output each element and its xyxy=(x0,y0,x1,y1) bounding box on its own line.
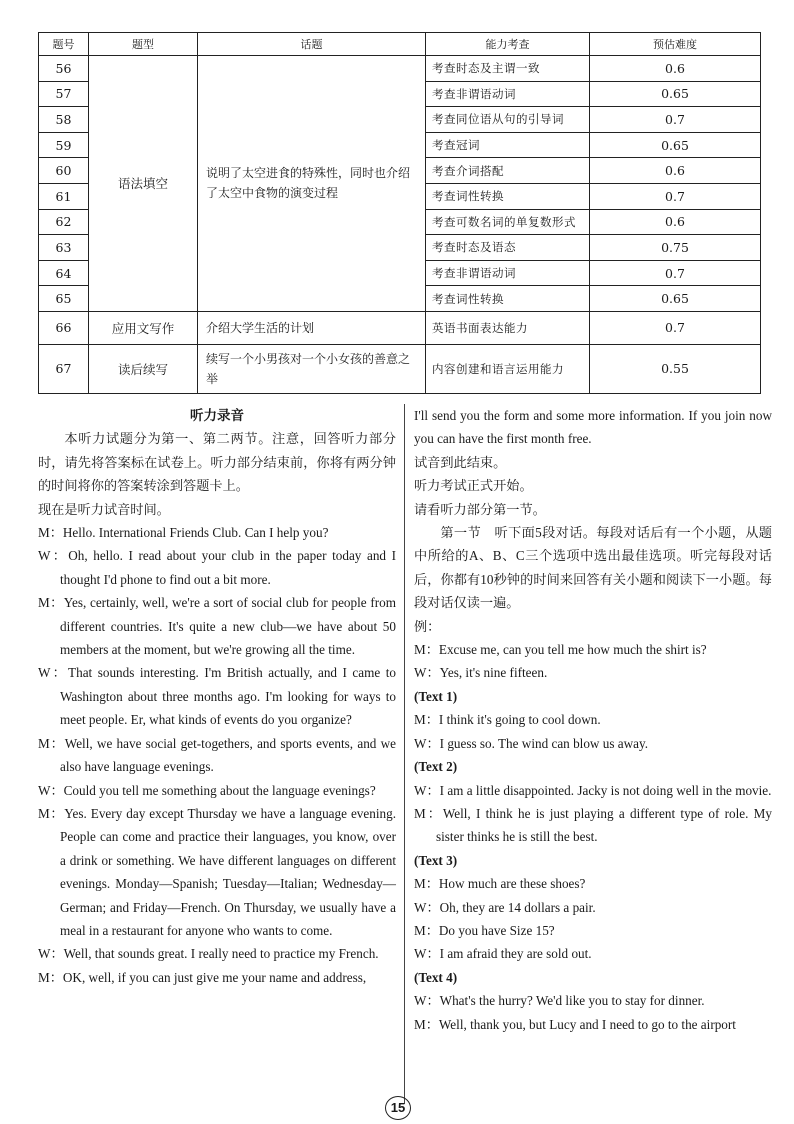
dialogue-line: W：Could you tell me something about the language evenings? xyxy=(38,782,376,798)
dialogue-line: W：I guess so. The wind can blow us away. xyxy=(414,735,649,751)
difficulty-cell: 0.6 xyxy=(590,56,761,82)
left-column xyxy=(38,404,396,989)
dialogue-line: W：I am afraid they are sold out. xyxy=(414,946,592,962)
section-one-instructions: 第一节 听下面5段对话。每段对话后有一个小题，从题中所给的A、B、C三个选项中选出最佳选项。听完每段对话后，你都有10秒钟的时间来回答有关小题和阅读下一小题。每段对话仅读一遍。 xyxy=(414,525,772,611)
header-difficulty: 预估难度 xyxy=(590,33,761,56)
dialogue-line: W：Oh, hello. I read about your club in the paper today and I thought I'd phone to find out a bit more. xyxy=(38,548,396,587)
dialogue-line: M：Well, thank you, but Lucy and I need to go to the airport xyxy=(414,1016,736,1032)
dialogue-line: M：OK, well, if you can just give me your name and address, xyxy=(38,969,367,985)
dialogue-continuation: I'll send you the form and some more information. If you join now you can have the first month free. xyxy=(414,408,772,447)
header-ability: 能力考查 xyxy=(426,33,590,56)
topic-cell: 续写一个小男孩对一个小女孩的善意之举 xyxy=(198,344,426,393)
difficulty-cell: 0.55 xyxy=(590,344,761,393)
dialogue-line: W：That sounds interesting. I'm British actually, and I came to Washington about three months ago. I'm looking for ways to meet people. Er, what kinds of events do you organize? xyxy=(38,665,396,728)
ability-cell: 英语书面表达能力 xyxy=(426,311,590,344)
text-heading: (Text 4) xyxy=(414,969,458,985)
dialogue-line: W：Yes, it's nine fifteen. xyxy=(414,665,548,681)
example-label: 例： xyxy=(414,618,441,634)
question-analysis-table xyxy=(38,32,761,394)
header-question-type: 题型 xyxy=(89,33,198,56)
sound-check-dialogue xyxy=(38,521,396,989)
difficulty-cell: 0.7 xyxy=(590,260,761,286)
listening-texts xyxy=(414,638,772,1036)
difficulty-cell: 0.75 xyxy=(590,235,761,261)
question-number-cell: 67 xyxy=(39,344,89,393)
dialogue-line: M：Well, we have social get-togethers, and sports events, and we also have language evenings. xyxy=(38,735,396,775)
ability-cell: 考查介词搭配 xyxy=(426,158,590,184)
question-number-cell: 64 xyxy=(39,260,89,286)
topic-cell: 介绍大学生活的计划 xyxy=(198,311,426,344)
text-heading: (Text 3) xyxy=(414,852,458,868)
difficulty-cell: 0.65 xyxy=(590,132,761,158)
status-line: 试音到此结束。 xyxy=(414,454,507,470)
question-number-cell: 66 xyxy=(39,311,89,344)
dialogue-line: W：What's the hurry? We'd like you to stay for dinner. xyxy=(414,993,705,1009)
difficulty-cell: 0.7 xyxy=(590,183,761,209)
ability-cell: 考查非谓语动词 xyxy=(426,81,590,107)
table-row xyxy=(39,344,761,393)
column-divider xyxy=(404,404,405,1104)
dialogue-line: M：I think it's going to cool down. xyxy=(414,712,601,728)
question-number-cell: 60 xyxy=(39,158,89,184)
header-topic: 话题 xyxy=(198,33,426,56)
ability-cell: 考查可数名词的单复数形式 xyxy=(426,209,590,235)
difficulty-cell: 0.7 xyxy=(590,107,761,133)
ability-cell: 考查词性转换 xyxy=(426,286,590,312)
right-column xyxy=(414,404,772,1036)
question-number-cell: 61 xyxy=(39,183,89,209)
sound-check-line: 现在是听力试音时间。 xyxy=(38,501,170,517)
page-number: 15 xyxy=(385,1096,411,1120)
status-line: 请看听力部分第一节。 xyxy=(414,501,546,517)
ability-cell: 考查词性转换 xyxy=(426,183,590,209)
ability-cell: 考查非谓语动词 xyxy=(426,260,590,286)
difficulty-cell: 0.6 xyxy=(590,209,761,235)
question-number-cell: 58 xyxy=(39,107,89,133)
dialogue-line: M：How much are these shoes? xyxy=(414,876,586,892)
difficulty-cell: 0.65 xyxy=(590,81,761,107)
dialogue-line: M：Yes. Every day except Thursday we have a language evening. People can come and practice their languages, you know, over a drink or something. We have different languages on different evenings. Monday—Spanish; Tuesday—Italian; Wednesday—German; and Friday—French. On Thursday, we usually have a meal in a restaurant for anyone who wants to come. xyxy=(38,805,396,938)
dialogue-line: W：Well, that sounds great. I really need to practice my French. xyxy=(38,946,379,962)
dialogue-line: M：Do you have Size 15? xyxy=(414,922,555,938)
dialogue-line: M：Excuse me, can you tell me how much the shirt is? xyxy=(414,642,707,658)
table-row xyxy=(39,311,761,344)
difficulty-cell: 0.6 xyxy=(590,158,761,184)
status-line: 听力考试正式开始。 xyxy=(414,478,533,494)
ability-cell: 考查同位语从句的引导词 xyxy=(426,107,590,133)
header-question-number: 题号 xyxy=(39,33,89,56)
dialogue-line: M：Yes, certainly, well, we're a sort of social club for people from different countries. It's quite a new club—we have about 50 members at the moment, but we're growing all the time. xyxy=(38,595,396,658)
question-number-cell: 62 xyxy=(39,209,89,235)
table-header-row xyxy=(39,33,761,56)
table-row xyxy=(39,56,761,82)
dialogue-line: M：Well, I think he is just playing a different type of role. My sister thinks he is still the best. xyxy=(414,805,772,845)
dialogue-line: W：I am a little disappointed. Jacky is not doing well in the movie. xyxy=(414,782,772,798)
question-type-cell: 语法填空 xyxy=(89,56,198,312)
text-heading: (Text 2) xyxy=(414,759,458,775)
ability-cell: 考查冠词 xyxy=(426,132,590,158)
question-number-cell: 63 xyxy=(39,235,89,261)
ability-cell: 内容创建和语言运用能力 xyxy=(426,344,590,393)
question-type-cell: 读后续写 xyxy=(89,344,198,393)
dialogue-line: M：Hello. International Friends Club. Can I help you? xyxy=(38,525,329,541)
difficulty-cell: 0.65 xyxy=(590,286,761,312)
question-number-cell: 65 xyxy=(39,286,89,312)
listening-intro: 本听力试题分为第一、第二两节。注意，回答听力部分时，请先将答案标在试卷上。听力部分结束前，你将有两分钟的时间将你的答案转涂到答题卡上。 xyxy=(38,431,396,494)
topic-cell: 说明了太空进食的特殊性，同时也介绍了太空中食物的演变过程 xyxy=(198,56,426,312)
text-heading: (Text 1) xyxy=(414,688,458,704)
dialogue-line: W：Oh, they are 14 dollars a pair. xyxy=(414,899,596,915)
question-number-cell: 59 xyxy=(39,132,89,158)
ability-cell: 考查时态及语态 xyxy=(426,235,590,261)
question-number-cell: 56 xyxy=(39,56,89,82)
question-number-cell: 57 xyxy=(39,81,89,107)
listening-script-heading: 听力录音 xyxy=(190,408,244,423)
difficulty-cell: 0.7 xyxy=(590,311,761,344)
ability-cell: 考查时态及主谓一致 xyxy=(426,56,590,82)
question-type-cell: 应用文写作 xyxy=(89,311,198,344)
